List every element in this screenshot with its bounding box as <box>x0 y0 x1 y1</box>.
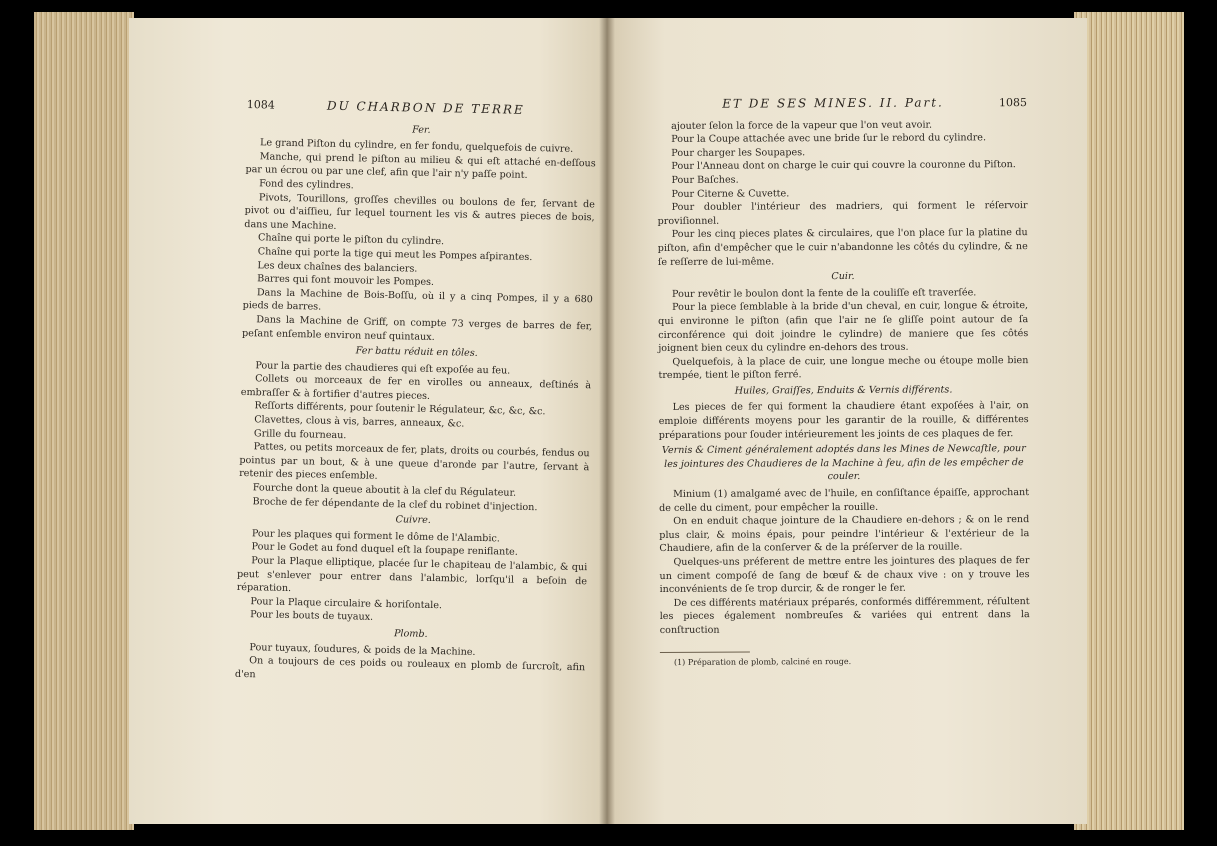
text-line: Grille du fourneau. <box>253 427 347 441</box>
text-line: Fourche dont la queue aboutit à la clef du Régulateur. <box>252 482 517 499</box>
right-page-number: 1085 <box>998 96 1028 110</box>
text-line: Pour tuyaux, ſoudures, & poids de la Machine. <box>249 641 476 658</box>
text-line: Broche de fer dépendante de la clef du robinet d'injection. <box>252 495 538 513</box>
left-page-edges <box>34 12 134 830</box>
text-line: Pour revêtir le boulon dont la fente de la couliſſe eſt traverſée. <box>671 287 977 300</box>
text-line: Pour la Plaque circulaire & horiſontale. <box>250 595 443 611</box>
text-line: Clavettes, clous à vis, barres, anneaux, &c. <box>254 414 465 430</box>
text-line: On a toujours de ces poids ou rouleaux en plomb de ſurcroît, afin d'en <box>234 655 586 681</box>
section-heading: Plomb. <box>393 628 428 640</box>
section-heading: Fer battu réduit en tôles. <box>355 345 478 359</box>
text-line: Pour les bouts de tuyaux. <box>250 609 374 624</box>
text-line: Pour la Plaque elliptique, placée ſur le chapiteau de l'alambic, & qui peut s'enlever pour entrer dans l'alambic, lorſqu'il a beſoin de réparation. <box>236 555 588 595</box>
text-line: Les deux chaînes des balanciers. <box>257 259 418 275</box>
text-line: Quelquefois, à la place de cuir, une longue meche ou étoupe molle bien trempée, tient le piſton ferré. <box>658 354 1029 382</box>
right-running-title: ET DE SES MINES. II. Part. <box>722 95 944 111</box>
right-page <box>607 18 1087 824</box>
text-line: Dans la Machine de Bois-Boſſu, où il y a cinq Pompes, il y a 680 pieds de barres. <box>242 286 593 313</box>
footnote: (1) Préparation de plomb, calciné en rouge. <box>673 656 852 667</box>
text-line: Pour le Godet au fond duquel eſt la ſoupape reniflante. <box>251 541 518 559</box>
text-line: Pour la partie des chaudieres qui eſt expoſée au feu. <box>255 359 511 377</box>
text-line: Chaîne qui porte le piſton du cylindre. <box>257 232 445 248</box>
text-line: On en enduit chaque jointure de la Chaudiere en-dehors ; & on le rend plus clair, & moins épais, pour peindre l'intérieur & l'extérieur de la Chaudiere, afin de la conſerver & de la préſerver de la rouille. <box>659 514 1030 555</box>
footnote-rule <box>660 651 750 652</box>
text-line: Chaîne qui porte la tige qui meut les Pompes aſpirantes. <box>257 246 533 263</box>
text-line: Pour Citerne & Cuvette. <box>671 187 790 200</box>
text-line: Reſſorts différents, pour ſoutenir le Régulateur, &c, &c, &c. <box>254 400 546 418</box>
right-page-header <box>657 96 1027 112</box>
text-line: Manche, qui prend le piſton au milieu & qui eſt attaché en-deſſous par un écrou ou par une clef, afin que l'air n'y paſſe point. <box>245 151 596 182</box>
text-line: Pour Baſches. <box>671 174 739 186</box>
text-line: Pour la piece ſemblable à la bride d'un cheval, en cuir, longue & étroite, qui environne le piſton (afin que l'air ne ſe gliſſe point autour de ſa circonférence qui doit joindre le cylindre) de maniere que ſes côtés joignent bien ceux du cylindre en-dehors des trous. <box>658 300 1029 355</box>
left-text-column <box>235 98 597 689</box>
section-heading: Fer. <box>412 124 431 136</box>
right-sections <box>657 118 1030 638</box>
section-heading: Vernis & Ciment généralement adoptés dans les Mines de Newcaſtle, pour les jointures des Chaudieres de la Machine à feu, afin de les empêcher de couler. <box>661 443 1026 483</box>
text-line: Pour les plaques qui forment le dôme de l'Alambic. <box>251 528 500 545</box>
text-line: Pour les cinq pieces plates & circulaires, que l'on place ſur la platine du piſton, afin d'empêcher que le cuir n'abandonne les côtés du cylindre, & ne ſe reſſerre de lui-même. <box>657 227 1028 268</box>
text-line: Barres qui font mouvoir les Pompes. <box>257 273 435 289</box>
text-line: Collets ou morceaux de fer en virolles ou anneaux, deſtinés à embraſſer & à fortifier d'autres pieces. <box>240 373 592 402</box>
book-gutter <box>599 18 615 824</box>
text-line: Pour la Coupe attachée avec une bride ſur le rebord du cylindre. <box>671 132 987 146</box>
left-sections <box>235 120 597 689</box>
section-heading: Cuir. <box>831 271 855 283</box>
text-line: Fond des cylindres. <box>259 178 354 192</box>
text-line: Dans la Machine de Griff, on compte 73 verges de barres de fer, peſant enſemble environ neuf quintaux. <box>241 314 593 343</box>
section-heading: Huiles, Graiſſes, Enduits & Vernis différents. <box>734 384 953 397</box>
text-line: Pour doubler l'intérieur des madriers, qui forment le réſervoir proviſionnel. <box>657 200 1028 227</box>
text-line: Pour charger les Soupapes. <box>671 147 806 159</box>
right-text-column <box>657 96 1030 669</box>
text-line: Le grand Piſton du cylindre, en fer fondu, quelquefois de cuivre. <box>259 137 574 156</box>
left-page-number: 1084 <box>246 98 275 112</box>
text-line: Quelques-uns préferent de mettre entre les jointures des plaques de fer un ciment compoſé de ſang de bœuf & de chaux vive : on y trouve les inconvénients de ſe trop durcir, & de ronger le fer. <box>659 555 1030 596</box>
right-page-edges <box>1074 12 1184 830</box>
open-book <box>34 12 1184 830</box>
left-page <box>129 18 611 824</box>
left-running-title: DU CHARBON DE TERRE <box>326 98 525 117</box>
text-line: Minium (1) amalgamé avec de l'huile, en conſiſtance épaiſſe, approchant de celle du ciment, pour empêcher la rouille. <box>659 487 1030 514</box>
text-line: Pivots, Tourillons, groſſes chevilles ou boulons de fer, ſervant de pivot ou d'aiſſieu, ſur lequel tournent les vis & autres pieces de bois, dans une Machine. <box>244 191 595 232</box>
text-line: De ces différents matériaux préparés, conformés différemment, réſultent les pieces également nombreuſes & variées qui entrent dans la conſtruction <box>659 595 1030 636</box>
text-line: ajouter ſelon la force de la vapeur que l'on veut avoir. <box>671 119 933 132</box>
section-heading: Cuivre. <box>395 514 431 527</box>
text-line: Les pieces de fer qui forment la chaudiere étant expoſées à l'air, on emploie différents moyens pour les garantir de la rouille, & différentes préparations pour ſouder intérieurement les joints de ces plaques de fer. <box>658 400 1029 441</box>
text-line: Pattes, ou petits morceaux de fer, plats, droits ou courbés, fendus ou pointus par un bout, & à une queue d'aronde par l'autre, ſervant à retenir des pieces enſemble. <box>239 441 590 483</box>
text-line: Pour l'Anneau dont on charge le cuir qui couvre la couronne du Piſton. <box>671 159 1016 173</box>
left-page-header <box>247 98 597 119</box>
